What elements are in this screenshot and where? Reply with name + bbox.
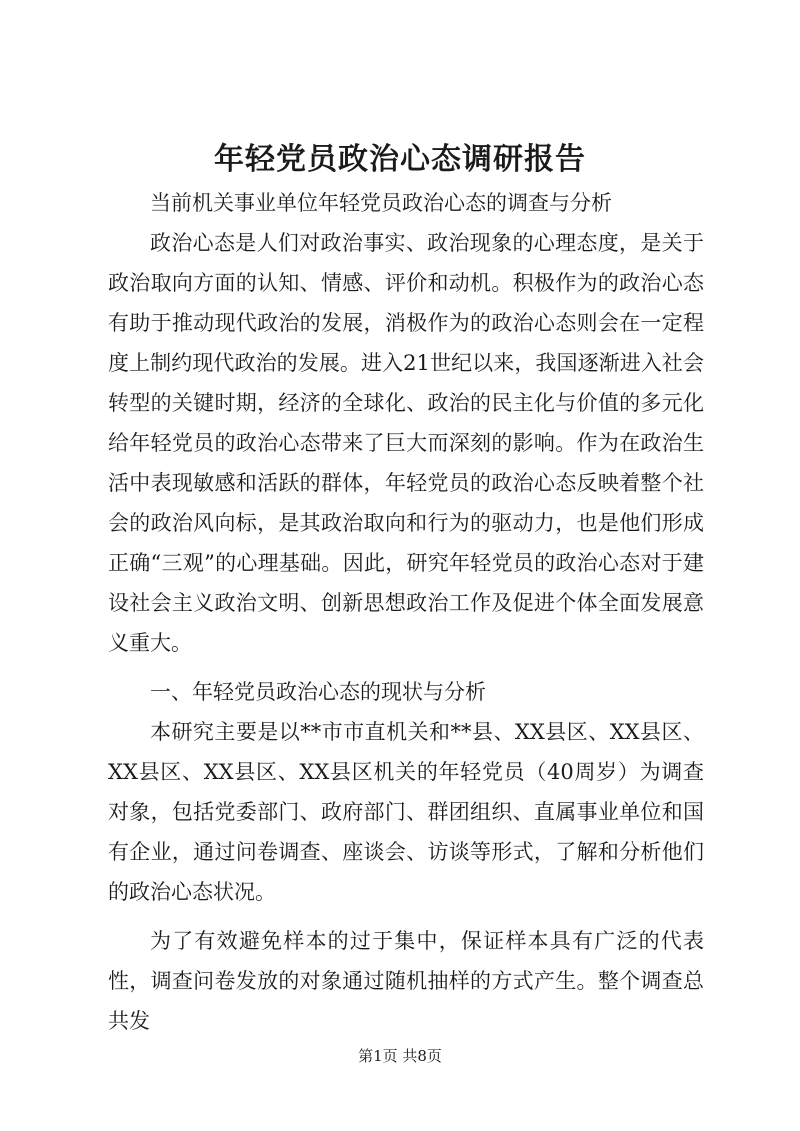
page-number-footer: 第1页 共8页	[358, 1047, 442, 1065]
method-paragraph: 本研究主要是以**市市直机关和**县、XX县区、XX县区、XX县区、XX县区、XX县区机关的年轻党员（40周岁）为调查对象，包括党委部门、政府部门、群团组织、直属事业单位和国有企业，通过问卷调查、座谈会、访谈等形式，了解和分析他们的政治心态状况。	[108, 720, 704, 904]
document-body	[108, 183, 704, 1041]
sampling-paragraph: 为了有效避免样本的过于集中，保证样本具有广泛的代表性，调查问卷发放的对象通过随机抽样的方式产生。整个调查总共发	[108, 929, 704, 1033]
subtitle-paragraph: 当前机关事业单位年轻党员政治心态的调查与分析	[150, 191, 612, 215]
document-title: 年轻党员政治心态调研报告	[214, 142, 586, 177]
intro-paragraph: 政治心态是人们对政治事实、政治现象的心理态度，是关于政治取向方面的认知、情感、评价和动机。积极作为的政治心态有助于推动现代政治的发展，消极作为的政治心态则会在一定程度上制约现代政治的发展。进入21世纪以来，我国逐渐进入社会转型的关键时期，经济的全球化、政治的民主化与价值的多元化给年轻党员的政治心态带来了巨大而深刻的影响。作为在政治生活中表现敏感和活跃的群体，年轻党员的政治心态反映着整个社会的政治风向标，是其政治取向和行为的驱动力，也是他们形成正确“三观”的心理基础。因此，研究年轻党员的政治心态对于建设社会主义政治文明、创新思想政治工作及促进个体全面发展意义重大。	[108, 231, 704, 655]
section-heading: 一、年轻党员政治心态的现状与分析	[150, 680, 486, 704]
